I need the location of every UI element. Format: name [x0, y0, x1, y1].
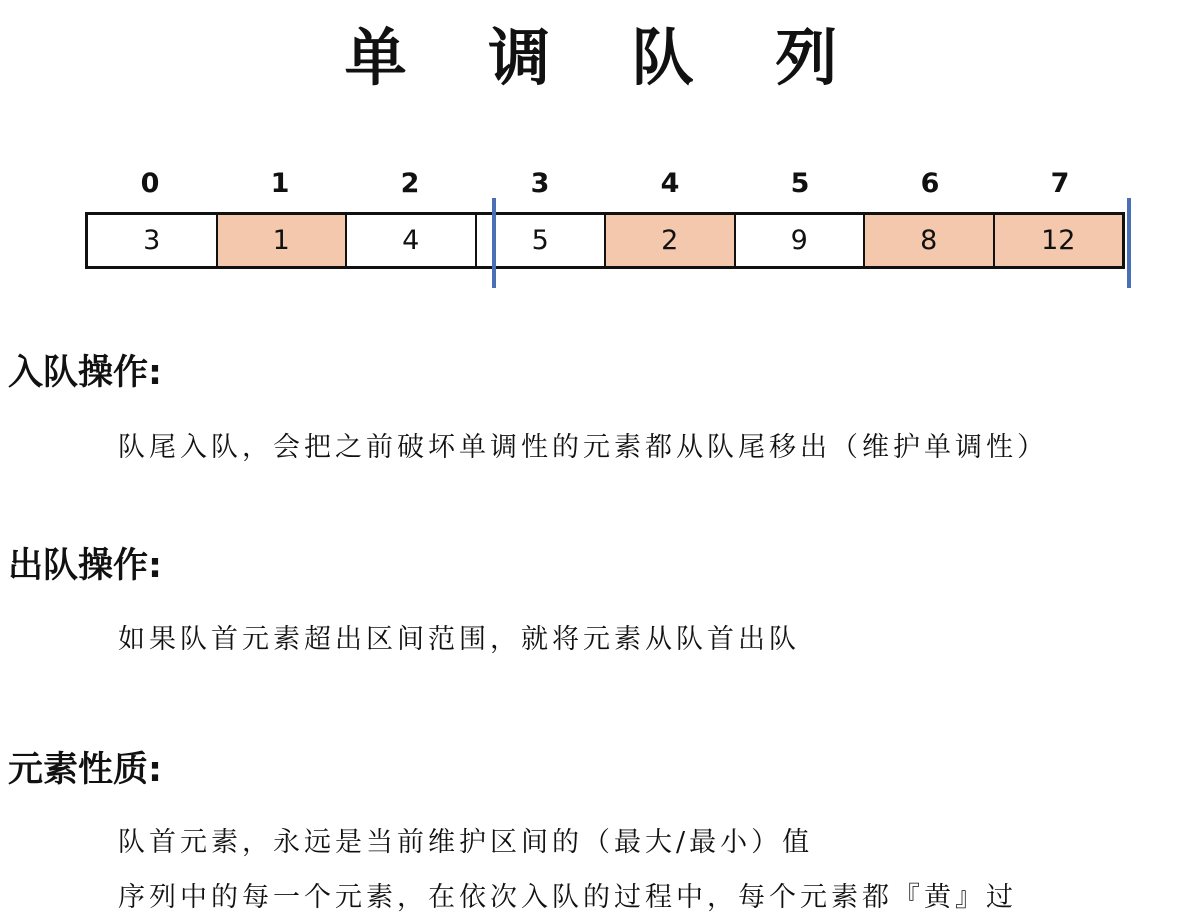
- array-cell: 2: [606, 215, 736, 266]
- window-start-marker: [492, 198, 496, 288]
- page-title: 单 调 队 列: [344, 21, 868, 94]
- array-cell: 8: [865, 215, 995, 266]
- property-line-1: 队首元素，永远是当前维护区间的（最大/最小）值: [118, 827, 814, 858]
- array-cell: 3: [88, 215, 218, 266]
- array-cell: 12: [995, 215, 1123, 266]
- dequeue-heading: 出队操作:: [8, 546, 162, 586]
- index-label: 3: [530, 168, 550, 199]
- property-heading: 元素性质:: [8, 750, 162, 790]
- queue-array: [85, 212, 1125, 269]
- array-cell: 1: [218, 215, 348, 266]
- window-end-marker: [1127, 198, 1131, 288]
- index-label: 1: [270, 168, 290, 199]
- property-line-2: 序列中的每一个元素，在依次入队的过程中，每个元素都『黄』过: [118, 882, 1017, 913]
- index-label: 7: [1050, 168, 1070, 199]
- index-label: 0: [140, 168, 160, 199]
- enqueue-description: 队尾入队，会把之前破坏单调性的元素都从队尾移出（维护单调性）: [118, 432, 1048, 463]
- index-label: 2: [400, 168, 420, 199]
- array-cell: 4: [347, 215, 477, 266]
- index-label: 4: [660, 168, 680, 199]
- enqueue-heading: 入队操作:: [8, 353, 162, 393]
- array-cell: 9: [736, 215, 866, 266]
- dequeue-description: 如果队首元素超出区间范围，就将元素从队首出队: [118, 624, 800, 655]
- index-label: 6: [920, 168, 940, 199]
- index-label: 5: [790, 168, 810, 199]
- array-cell: 5: [477, 215, 607, 266]
